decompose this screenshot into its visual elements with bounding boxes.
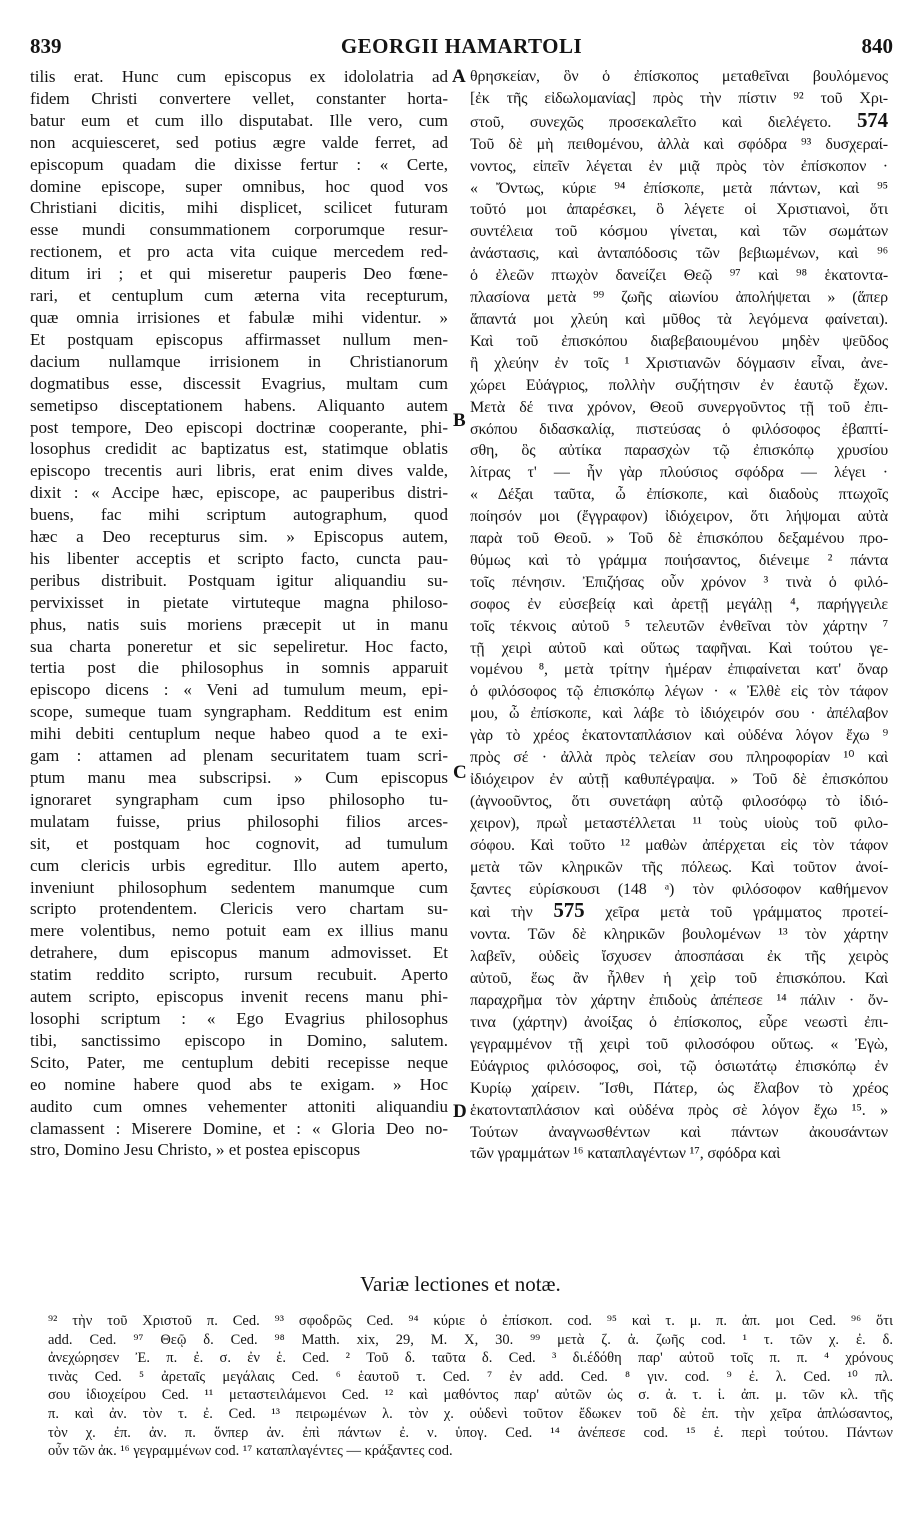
greek-text-line: μου, ὦ ἐπίσκοπε, καὶ λάβε τὸ ἰδιόχειρόν σου · ἀπέλαβον — [470, 705, 888, 723]
latin-text-line: quæ omnia irrisiones et fabulæ mihi videntur. » — [30, 307, 448, 327]
note-line: σου ἰδιοχείρου Ced. ¹¹ μεταστειλάμενοι Ced. ¹² καὶ μαθόντος παρ' αὐτῶν ὡς σ. ἀ. τ. ἰ. ἀπ. μ. τῶν κλ. τῆς — [48, 1387, 893, 1404]
latin-text-line: peribus distribuit. Postquam igitur aliquandiu su- — [30, 570, 448, 590]
greek-text-line: παραχρῆμα τὸν χάρτην ἐπιδοὺς ἀπέπεσε ¹⁴ πάλιν · ὄν- — [470, 992, 888, 1010]
note-line: add. Ced. ⁹⁷ Θεῷ δ. Ced. ⁹⁸ Matth. xix, 29, M. X, 30. ⁹⁹ μετὰ ζ. ἀ. ζωῆς cod. ¹ τ. τῶν χ. ἐ. δ. — [48, 1331, 893, 1348]
greek-text-line: (ἀγνοοῦντος, ὅτι συνετάφη αὐτῷ φιλοσόφῳ τὸ ἰδιό- — [470, 792, 888, 810]
greek-text-line: « Δέξαι ταῦτα, ὦ ἐπίσκοπε, καὶ διαδοὺς πτωχοῖς — [470, 486, 888, 504]
section-marker-c: C — [453, 762, 467, 783]
greek-text-line: Τούτων ἀναγνωσθέντων καὶ πάντων ἀκουσάντων — [470, 1123, 888, 1141]
greek-text-line: [ἐκ τῆς εἰδωλομανίας] πρὸς τὴν πίστιν ⁹² τοῦ Χρι- — [470, 89, 888, 107]
latin-text-line: audito cum omnes vehementer attoniti aliquandiu — [30, 1096, 448, 1116]
greek-text-line: Κυρίῳ χαίρειν. Ἴσθι, Πάτερ, ὡς ἔλαβον τὸ χρέος — [470, 1079, 888, 1097]
latin-text-line: pervixisset in pietate virtuteque magna philoso- — [30, 592, 448, 612]
greek-text-line: νομένου ⁸, μετὰ τρίτην ἡμέραν ἐπιφαίνεται κατ' ὄναρ — [470, 661, 888, 679]
note-line: τὸν χ. ἐπ. ἀν. π. ὅνπερ ἀν. ἐπὶ πάντων ἐ. ν. ὑπογ. Ced. ¹⁴ ἀνέπεσε cod. ¹⁵ ἐ. περὶ τούτου. Πάντων — [48, 1424, 893, 1441]
latin-text-line: mulatam fuisse, prius philosophi filios arces- — [30, 811, 448, 831]
greek-text-line: τινα (χάρτην) ἀνοίξας ὁ ἐπίσκοπος, εὗρε νεωστὶ ἐπι- — [470, 1013, 888, 1031]
greek-text-line: συντέλεια τοῦ κόσμου γίνεται, καὶ τῶν σωμάτων — [470, 223, 888, 241]
greek-text-line: ὁ ἐλεῶν πτωχὸν δανείζει Θεῷ ⁹⁷ καὶ ⁹⁸ ἑκατοντα- — [470, 267, 888, 285]
greek-text-line: στοῦ, συνεχῶς προσεκαλεῖτο καὶ διελέγετο. 574 — [470, 109, 888, 132]
latin-text-line: stro, Domino Jesu Christo, » et postea episcopus — [30, 1140, 361, 1160]
greek-text-line: λαβεῖν, οὐδεὶς ἴσχυσεν ἀποσπάσαι ἐκ τῆς χειρὸς — [470, 948, 888, 966]
greek-text-line: Καὶ τοῦ ἐπισκόπου διαβεβαιουμένου μηδὲν ψεῦδος — [470, 332, 888, 350]
greek-text-line: γεγραμμένον τῇ χειρὶ τοῦ φιλοσόφου οὕτως. « Ἐγὼ, — [470, 1035, 888, 1053]
latin-text-line: ignoraret syngrapham cum ipso philosopho tu- — [30, 789, 448, 809]
latin-text-line: ditum iri ; et qui miseretur pauperis Deo fœne- — [30, 264, 448, 284]
greek-text-line: ποίησόν μοι (ἔγγραφον) ἰδιόχειρον, ὅτι λήψομαι αὐτὰ — [470, 508, 888, 526]
greek-text-line: γὰρ τὸ χρέος ἑκατονταπλάσιον καὶ οὐδένα λόγον ἔχω ⁹ — [470, 727, 888, 745]
latin-text-line: Scito, Pater, me centuplum debiti recepisse neque — [30, 1052, 448, 1072]
latin-text-line: episcopo dicens : « Veni ad tumulum meum, epi- — [30, 680, 448, 700]
greek-text-line: σκόπου διδασκαλίᾳ, πιστεύσας ὁ φιλόσοφος ἐβαπτί- — [470, 420, 888, 438]
greek-text-line: « Ὄντως, κύριε ⁹⁴ ἐπίσκοπε, μετὰ πάντων, καὶ ⁹⁵ — [470, 179, 888, 197]
note-line: τινὰς Ced. ⁵ ἀρεταῖς μεγάλαις Ced. ⁶ ἑαυτοῦ τ. Ced. ⁷ ἐν add. Ced. ⁸ γιν. cod. ⁹ ἐ. λ. Ced. ¹⁰ πλ. — [48, 1368, 893, 1385]
greek-column — [470, 66, 888, 1270]
greek-text-line: τῇ χειρὶ αὐτοῦ καὶ οὕτως ταφῆναι. Καὶ τούτου γε- — [470, 639, 888, 657]
latin-text-line: semetipso disceptationem habens. Aliquanto autem — [30, 395, 448, 415]
latin-text-line: sit, et postquam hoc cognovit, ad tumulum — [30, 833, 448, 853]
right-page-number: 840 — [861, 34, 893, 58]
latin-text-line: ptum manu mea subscripsi. » Cum episcopus — [30, 768, 448, 787]
latin-text-line: hæc a Deo recepturus sim. » Episcopus autem, — [30, 527, 448, 547]
note-line: ἀνεχώρησεν Ἐ. π. ἐ. σ. ἐν ἑ. Ced. ² Τοῦ δ. ταῦτα δ. Ced. ³ δι.έδόθη παρ' αὐτοῦ τοῖς π. π. ⁴ χρόνους — [48, 1350, 893, 1367]
greek-text-line: Εὐάγριος φιλόσοφος, σοὶ, τῷ ὁσιωτάτῳ ἐπισκόπῳ ἐν — [470, 1057, 888, 1075]
latin-text-line: mihi debiti centuplum neque habeo quod a te exi- — [30, 724, 448, 744]
folio-number: 574 — [856, 109, 888, 132]
latin-text-line: statim reddito scripto, rursum recubuit. Aperto — [30, 965, 448, 985]
section-marker-d: D — [453, 1101, 467, 1122]
latin-text-line: dixit : « Accipe hæc, episcope, ac pauperibus distri- — [30, 483, 448, 503]
greek-text-line: Τοῦ δὲ μὴ πειθομένου, ἀλλὰ καὶ σφόδρα ⁹³ δυσχεραί- — [470, 135, 888, 153]
latin-text-line: dacium nullamque irrisionem in Christianorum — [30, 351, 448, 371]
greek-text-line: νοντα. Τῶν δὲ κληρικῶν βουλομένων ¹³ τὸν χάρτην — [470, 926, 888, 944]
latin-text-line: mere volentibus, nemo potuit eam ex illius manu — [30, 921, 448, 941]
greek-text-line: αὐτοῦ, ἕως ἂν ἦλθεν ἡ χεὶρ τοῦ ἐπισκόπου. Καὶ — [470, 970, 888, 988]
greek-text-line: πρὸς σέ · ἀλλὰ πρὸς τελείαν σου πληροφορίαν ¹⁰ καὶ — [470, 749, 888, 767]
greek-text-line: ἅπαντά μοι χλεύη καὶ μῦθος τὰ λεγόμενα φαίνεται). — [470, 310, 888, 328]
running-title: GEORGII HAMARTOLI — [340, 34, 583, 58]
page-header — [30, 34, 893, 62]
section-marker-b: B — [453, 410, 466, 431]
latin-text-line: esse mundi consummationem corporumque resur- — [30, 220, 448, 240]
latin-text-line: cum clericis urbis egreditur. Illo autem aperto, — [30, 855, 448, 875]
greek-text-line: σθη, ὃς αὐτίκα παρασχὼν τῷ ἐπισκόπῳ χρυσίου — [470, 442, 888, 460]
greek-text-line: τοῦτό μοι ἀπαρέσκει, ὃ λέγετε οἱ Χριστιανοὶ, ὅτι — [470, 201, 888, 219]
greek-text-line: τῶν γραμμάτων ¹⁶ καταπλαγέντων ¹⁷, σφόδρα καὶ — [470, 1145, 781, 1163]
left-page-number: 839 — [30, 34, 62, 58]
latin-column — [30, 66, 448, 1270]
latin-text-line: rectionem, et pro acta vita cuique mercedem red- — [30, 242, 448, 262]
latin-text-line: scripto protendentem. Clericis vero chartam su- — [30, 899, 448, 919]
latin-text-line: losophus credidit ac baptizatus est, statimque oblatis — [30, 439, 448, 459]
latin-text-line: batur eum et cum illo disputabat. Ille vero, cum — [30, 110, 448, 130]
greek-text-line: νοντος, εἰπεῖν λέγεται ἐν μιᾷ πρὸς τὸν ἐπίσκοπον · — [470, 157, 888, 175]
latin-text-line: clamassent : Miserere Domine, et : « Gloria Deo no- — [30, 1118, 448, 1138]
latin-text-line: scope, sumeque tuam syngrapham. Redditum est enim — [30, 702, 448, 722]
note-line: π. καὶ ἀν. τὸν τ. ἐ. Ced. ¹³ πειρωμένων λ. τὸν χ. οὐδενὶ τοῦτον ἔδωκεν τοῦ δὲ ἐπ. τὴν χεῖρα ἁπλώσαντος, — [48, 1405, 893, 1422]
latin-text-line: tibi, sanctissimo episcopo in Domino, salutem. — [30, 1030, 448, 1050]
variant-readings-notes — [48, 1312, 893, 1461]
greek-text-line: χώρει Εὐάγριος, πολλὴν συζήτησιν ἐν ἑαυτῷ ἔχων. — [470, 376, 888, 394]
latin-text-line: phus, natis suis moriens præcepit ut in manu — [30, 614, 448, 634]
greek-text-line: χειρον), πρωῒ μεταστέλλεται ¹¹ τοὺς υἱοὺς τοῦ φιλο- — [470, 814, 888, 832]
note-line: ⁹² τὴν τοῦ Χριστοῦ π. Ced. ⁹³ σφοδρῶς Ced. ⁹⁴ κύριε ὁ ἐπίσκοπ. cod. ⁹⁵ καὶ τ. μ. π. ἀπ. μοι Ced. ⁹⁶ ὅτι — [48, 1313, 893, 1329]
latin-text-line: Christiani dicitis, mihi displicet, scilicet futuram — [30, 198, 448, 218]
greek-text-line: θύμως καὶ τὸ γράμμα ποιήσαντος, διένειμε ² πάντα — [470, 551, 888, 569]
latin-text-line: buens, fac mihi scriptum autographum, quod — [30, 505, 448, 525]
greek-text-line: τοῖς πένησιν. Ἐπιζήσας οὖν χρόνον ³ τινὰ ὁ φιλό- — [470, 573, 888, 591]
greek-text-line: ἑκατονταπλάσιον καὶ οὐδένα πρὸς σὲ λόγον ἔχω ¹⁵. » — [470, 1101, 888, 1119]
greek-text-line: ἢ χλεύην ἐν τοῖς ¹ Χριστιανῶν δόγμασιν εἶναι, ἀνε- — [470, 354, 888, 372]
latin-text-line: autem scripto, episcopus invenit recens manu phi- — [30, 987, 448, 1007]
latin-text-line: eo nomine habere quod abs te exigam. » Hoc — [30, 1074, 448, 1094]
note-line: οὖν τῶν ἀκ. ¹⁶ γεγραμμένων cod. ¹⁷ καταπλαγέντες — κράξαντες cod. — [48, 1443, 453, 1460]
greek-text-line: Μετὰ δέ τινα χρόνον, Θεοῦ συνεργοῦντος τῇ τοῦ ἐπι- — [470, 398, 888, 416]
greek-text-line: ἀνάστασις, καὶ ἀνταπόδοσις τῶν βεβιωμένων, καὶ ⁹⁶ — [470, 245, 888, 263]
section-marker-a: A — [452, 66, 466, 87]
greek-text-line: μετὰ τῶν κληρικῶν τῆς πόλεως. Καὶ τοῦτον ἀνοί- — [470, 858, 888, 876]
latin-text-line: gam : attamen ad plenam securitatem tuam scri- — [30, 746, 448, 766]
latin-text-line: dogmatibus esse, discessit Evagrius, multam cum — [30, 373, 448, 393]
latin-text-line: detrahere, dum episcopus manum admovisset. Et — [30, 943, 448, 963]
latin-text-line: rari, et centuplum cum æterna vita recepturum, — [30, 286, 448, 306]
greek-text-line: λίτρας τ' — ἦν γὰρ πλούσιος σφόδρα — λέγει · — [470, 464, 888, 482]
folio-number: 575 — [553, 900, 585, 923]
latin-text-line: episcopum quadam die dixisse fertur : « Certe, — [30, 154, 448, 174]
latin-text-line: Et postquam episcopus affirmasset nullum men- — [30, 329, 448, 349]
latin-text-line: tertia post die philosophus in somnis apparuit — [30, 658, 448, 678]
greek-text-line: θρησκείαν, ὃν ὁ ἐπίσκοπος μεταθεῖναι βουλόμενος — [470, 68, 888, 85]
latin-text-line: inveniunt philosophum sedentem manumque cum — [30, 877, 448, 897]
greek-text-line: ὁ φιλόσοφος τῷ ἐπισκόπῳ λέγων · « Ἐλθὲ εἰς τὸν τάφον — [470, 683, 888, 701]
latin-text-line: domine episcope, super omnibus, hoc quod vos — [30, 176, 448, 196]
latin-text-line: fidem Christi convertere vellet, constanter horta- — [30, 88, 448, 108]
latin-text-line: post tempore, Deo episcopi doctrinæ cooperante, phi- — [30, 417, 448, 437]
greek-text-line: σοφος ἐν εὐσεβείᾳ καὶ ἀρετῇ μεγάλῃ ⁴, παρήγγειλε — [470, 595, 888, 613]
latin-text-line: sua charta poneretur et sic sepeliretur. Hoc facto, — [30, 636, 448, 656]
latin-text-line: his libenter acceptis et scripto facto, cuncta pau- — [30, 548, 448, 568]
greek-text-line: ξαντες εὑρίσκουσι (148 ᵃ) τὸν φιλόσοφον καθήμενον — [470, 880, 888, 898]
greek-text-line: παρὰ τοῦ Θεοῦ. » Τοῦ δὲ ἐπισκόπου δεξαμένου προ- — [470, 530, 888, 548]
greek-text-line: τοῖς τέκνοις αὐτοῦ ⁵ τελευτῶν ἐνθεῖναι τὸν χάρτην ⁷ — [470, 617, 888, 635]
latin-text-line: non acquiesceret, sed potius ægre valde ferret, ad — [30, 132, 448, 152]
latin-text-line: tilis erat. Hunc cum episcopus ex idololatria ad — [30, 67, 448, 86]
latin-text-line: losophi scriptum : « Ego Evagrius philosophus — [30, 1008, 448, 1028]
latin-text-line: episcopo trecentis auri libris, erat enim dives valde, — [30, 461, 448, 481]
notes-heading: Variæ lectiones et notæ. — [360, 1272, 561, 1296]
greek-text-line: καὶ τὴν 575 χεῖρα μετὰ τοῦ γράμματος προτεί- — [470, 900, 888, 923]
greek-text-line: πλασίονα μετὰ ⁹⁹ ζωῆς αἰωνίου ἀπολήψεται » (ἅπερ — [470, 289, 888, 307]
greek-text-line: ἰδιόχειρον ἐν αὐτῇ καθυπέγραψα. » Τοῦ δὲ ἐπισκόπου — [470, 771, 888, 788]
greek-text-line: σόφου. Καὶ τοῦτο ¹² μαθὼν ἀπέρχεται εἰς τὸν τάφον — [470, 836, 888, 854]
